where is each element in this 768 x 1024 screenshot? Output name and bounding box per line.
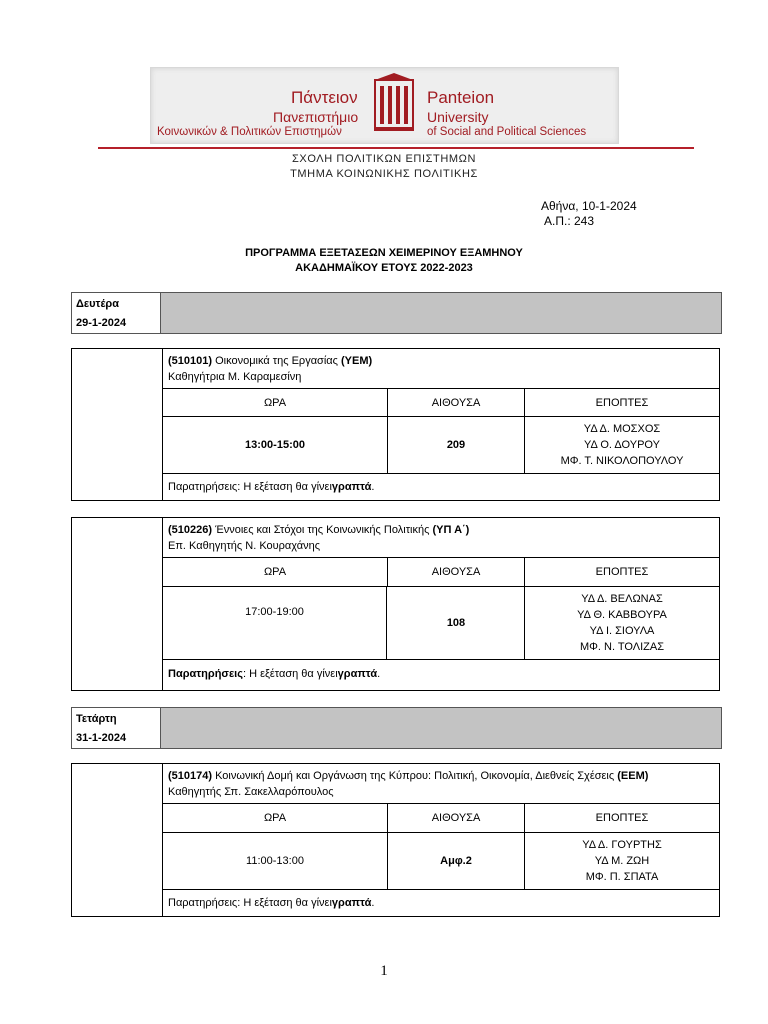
col-room: ΑΙΘΟΥΣΑ [388,804,525,832]
notes-label: Παρατηρήσεις [168,896,238,909]
course-type: (ΥΕΜ) [341,355,373,367]
col-time: ΩΡΑ [163,558,388,586]
exam-time: 11:00-13:00 [163,833,388,889]
col-time: ΩΡΑ [163,389,388,416]
exam-proctors [525,587,719,659]
course-title: Κοινωνική Δομή και Οργάνωση της Κύπρου: Πολιτική, Οικονομία, Διεθνείς Σχέσεις [215,770,615,782]
course-title: Οικονομικά της Εργασίας [215,355,338,367]
exam-room: 209 [388,417,525,473]
exam-column-headers [163,389,719,417]
exam-notes: Παρατηρήσεις : Η εξέταση θα γίνει γραπτά . [168,896,375,909]
proctor: ΜΦ. Π. ΣΠΑΤΑ [585,871,659,883]
course-instructor: Επ. Καθηγητής Ν. Κουραχάνης [168,540,321,552]
logo-english-subtitle: of Social and Political Sciences [427,126,587,138]
day-date: 29-1-2024 [76,317,127,329]
proctor: ΥΔ Δ. ΓΟΥΡΤΗΣ [582,839,662,851]
day-weekday: Τετάρτη [76,713,117,725]
school-name: ΣΧΟΛΗ ΠΟΛΙΤΙΚΩΝ ΕΠΙΣΤΗΜΩΝ [291,153,476,165]
exam-header [163,518,719,558]
exam-proctors [525,417,719,473]
course-title: Έννοιες και Στόχοι της Κοινωνικής Πολιτικής [215,524,430,536]
page-subtitle: ΑΚΑΔΗΜΑΪΚΟΥ ΕΤΟΥΣ 2022-2023 [295,262,473,274]
exam-header [163,349,719,389]
university-logo [150,67,619,144]
course-instructor: Καθηγητής Σπ. Σακελλαρόπουλος [168,786,334,798]
day-header-monday [71,292,722,334]
proctor: ΥΔ Δ. ΒΕΛΩΝΑΣ [581,593,663,605]
col-room: ΑΙΘΟΥΣΑ [388,558,525,586]
exam-notes: Παρατηρήσεις : Η εξέταση θα γίνει γραπτά . [168,668,381,680]
exam-details-row [163,417,719,474]
university-emblem-icon [371,72,417,136]
exam-block [71,517,720,691]
col-room: ΑΙΘΟΥΣΑ [388,389,525,416]
course-instructor: Καθηγήτρια Μ. Καραμεσίνη [168,371,302,383]
logo-english-name: Panteion [427,88,495,107]
notes-label: Παρατηρήσεις [168,480,238,493]
course-code: (510226) [168,524,213,536]
exam-room: Αμφ.2 [388,833,525,889]
header-divider [98,147,694,149]
course-type: (ΕΕΜ) [617,770,649,782]
exam-time: 13:00-15:00 [163,417,388,473]
logo-greek-subtitle: Κοινωνικών & Πολιτικών Επιστημών [157,126,342,138]
proctor: ΜΦ. Ν. ΤΟΛΙΖΑΣ [579,641,665,653]
logo-english-university: University [427,109,489,125]
logo-greek-university: Πανεπιστήμιο [273,109,359,125]
col-proctors: ΕΠΟΠΤΕΣ [595,396,649,409]
proctor: ΜΦ. Τ. ΝΙΚΟΛΟΠΟΥΛΟΥ [560,455,684,467]
exam-time: 17:00-19:00 [163,587,387,659]
day-header-wednesday [71,707,722,749]
exam-details-row [163,833,719,890]
col-time: ΩΡΑ [163,804,388,832]
course-code: (510101) [168,355,213,367]
day-date: 31-1-2024 [76,732,127,744]
document-date: Αθήνα, 10-1-2024 [541,199,637,213]
col-proctors: ΕΠΟΠΤΕΣ [595,566,649,578]
day-label [72,293,161,333]
exam-column-headers [163,558,719,587]
proctor: ΥΔ Μ. ΖΩΗ [594,855,650,867]
protocol-number: Α.Π.: 243 [544,214,595,228]
exam-block [71,763,720,917]
exam-notes: Παρατηρήσεις : Η εξέταση θα γίνει γραπτά . [168,480,375,493]
proctor: ΥΔ Θ. ΚΑΒΒΟΥΡΑ [577,609,667,621]
exam-block [71,348,720,501]
page-number: 1 [380,963,388,979]
exam-details-row [163,587,719,660]
proctor: ΥΔ Ο. ΔΟΥΡΟΥ [584,439,660,451]
day-label [72,708,161,748]
notes-label: Παρατηρήσεις [168,668,243,680]
proctor: ΥΔ Ι. ΣΙΟΥΛΑ [589,625,655,637]
exam-header [163,764,719,804]
day-weekday: Δευτέρα [76,298,119,310]
page-title: ΠΡΟΓΡΑΜΜΑ ΕΞΕΤΑΣΕΩΝ ΧΕΙΜΕΡΙΝΟΥ ΕΞΑΜΗΝΟΥ [245,247,523,259]
department-name: ΤΜΗΜΑ ΚΟΙΝΩΝΙΚΗΣ ΠΟΛΙΤΙΚΗΣ [290,168,478,180]
exam-column-headers [163,804,719,833]
course-type: (ΥΠ Α΄) [432,524,470,536]
logo-greek-name: Πάντειον [291,88,358,107]
col-proctors: ΕΠΟΠΤΕΣ [595,812,649,824]
course-code: (510174) [168,770,213,782]
exam-room: 108 [388,587,525,659]
exam-proctors [525,833,719,889]
proctor: ΥΔ Δ. ΜΟΣΧΟΣ [583,423,661,435]
